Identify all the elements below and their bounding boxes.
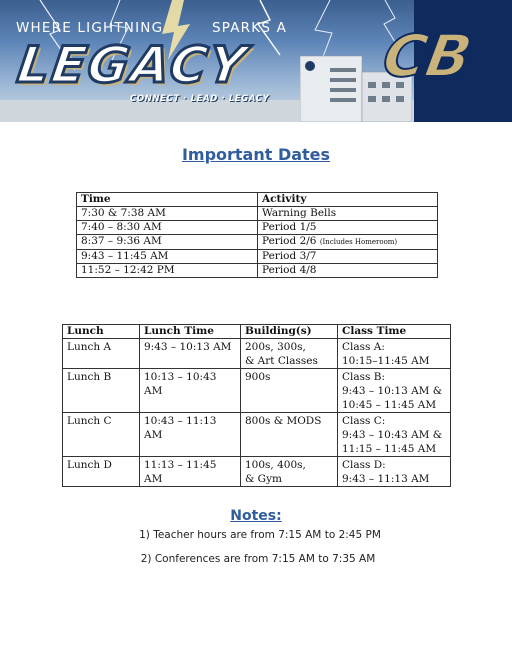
class-time-line: 11:15 – 11:45 AM	[342, 443, 437, 455]
table-row	[77, 207, 438, 221]
notes-heading	[0, 508, 512, 524]
header-lunch: Lunch	[63, 325, 140, 339]
lunch-cell: Lunch B	[63, 369, 140, 413]
header-class-time: Class Time	[338, 325, 451, 339]
banner-headline: LEGACY	[13, 36, 252, 94]
bell-schedule-table	[76, 192, 438, 278]
lunch-time-cell: 10:13 – 10:43 AM	[140, 369, 241, 413]
tagline-right: SPARKS A	[212, 20, 288, 36]
activity-cell: Period 3/7	[258, 250, 438, 264]
building-line: 800s & MODS	[245, 415, 322, 427]
banner-tagline	[16, 20, 288, 36]
header-lunch-time: Lunch Time	[140, 325, 241, 339]
lunch-schedule-table	[62, 324, 451, 487]
class-time-line: 10:15–11:45 AM	[342, 355, 430, 367]
banner-slogan: CONNECT · LEAD · LEGACY	[130, 94, 270, 104]
page-title	[0, 145, 512, 164]
activity-cell	[258, 235, 438, 250]
table-row	[77, 221, 438, 235]
building-line: & Gym	[245, 473, 282, 485]
class-time-line: 9:43 – 10:13 AM &	[342, 385, 443, 397]
class-time-cell	[338, 413, 451, 457]
time-cell: 11:52 – 12:42 PM	[77, 264, 258, 278]
class-time-cell	[338, 339, 451, 369]
time-cell: 7:30 & 7:38 AM	[77, 207, 258, 221]
class-time-line: Class B:	[342, 371, 386, 383]
lunch-cell: Lunch C	[63, 413, 140, 457]
activity-note: (Includes Homeroom)	[319, 238, 398, 246]
lunch-time-cell: 11:13 – 11:45 AM	[140, 457, 241, 487]
class-time-line: Class C:	[342, 415, 386, 427]
cb-logo: CB	[378, 22, 477, 90]
tagline-left: WHERE LIGHTNING	[16, 20, 164, 36]
building-cell	[241, 369, 338, 413]
activity-text: Period 2/6	[262, 235, 317, 247]
class-time-cell	[338, 369, 451, 413]
table-row	[77, 264, 438, 278]
activity-cell: Period 4/8	[258, 264, 438, 278]
notes-heading-text: Notes:	[230, 508, 282, 524]
time-cell: 8:37 – 9:36 AM	[77, 235, 258, 250]
building-cell	[241, 339, 338, 369]
lunch-cell: Lunch A	[63, 339, 140, 369]
building-cell	[241, 413, 338, 457]
building-line: 200s, 300s,	[245, 341, 306, 353]
header-time: Time	[77, 193, 258, 207]
note-item: 1) Teacher hours are from 7:15 AM to 2:45 PM	[139, 529, 381, 541]
table-header-row	[63, 325, 451, 339]
header-activity: Activity	[258, 193, 438, 207]
table-row	[77, 235, 438, 250]
page-title-text: Important Dates	[181, 145, 331, 164]
class-time-line: 9:43 – 10:43 AM &	[342, 429, 443, 441]
activity-cell: Warning Bells	[258, 207, 438, 221]
time-cell: 7:40 – 8:30 AM	[77, 221, 258, 235]
table-row	[63, 339, 451, 369]
building-line: 900s	[245, 371, 271, 383]
note-item: 2) Conferences are from 7:15 AM to 7:35 AM	[140, 553, 376, 565]
class-time-line: Class D:	[342, 459, 386, 471]
table-row	[63, 413, 451, 457]
header-banner	[0, 0, 512, 122]
lunch-time-cell: 10:43 – 11:13 AM	[140, 413, 241, 457]
time-cell: 9:43 – 11:45 AM	[77, 250, 258, 264]
table-header-row	[77, 193, 438, 207]
class-time-line: 10:45 – 11:45 AM	[342, 399, 437, 411]
table-row	[63, 369, 451, 413]
table-row	[77, 250, 438, 264]
building-cell	[241, 457, 338, 487]
lunch-cell: Lunch D	[63, 457, 140, 487]
class-time-line: Class A:	[342, 341, 385, 353]
activity-cell: Period 1/5	[258, 221, 438, 235]
lunch-time-cell: 9:43 – 10:13 AM	[140, 339, 241, 369]
building-line: 100s, 400s,	[245, 459, 306, 471]
header-buildings: Building(s)	[241, 325, 338, 339]
class-time-line: 9:43 – 11:13 AM	[342, 473, 430, 485]
class-time-cell	[338, 457, 451, 487]
building-line: & Art Classes	[245, 355, 318, 367]
table-row	[63, 457, 451, 487]
